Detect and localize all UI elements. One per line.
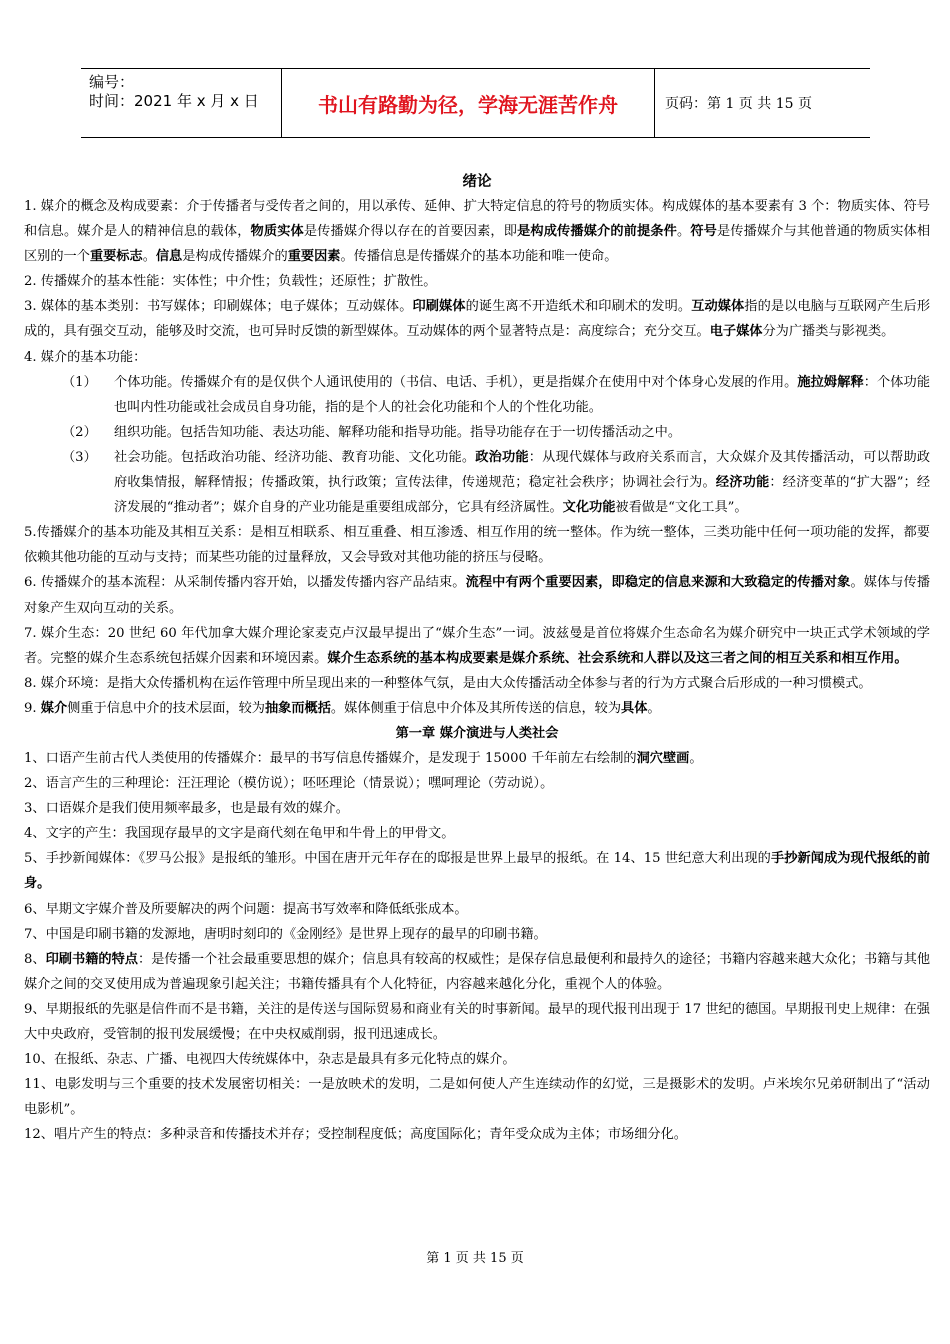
chapter-paragraph-10: 10、在报纸、杂志、广播、电视四大传统媒体中，杂志是最具有多元化特点的媒介。 xyxy=(24,1052,516,1068)
item-number: （1） xyxy=(62,374,97,390)
page-header xyxy=(81,68,870,138)
item-number: （3） xyxy=(62,449,97,465)
item-number: （2） xyxy=(62,424,97,440)
paragraph-6: 6. 传播媒介的基本流程：从采制传播内容开始，以播发传播内容产品结束。流程中有两个重要因素，即稳定的信息来源和大致稳定的传播对象。媒体与传播对象产生双向互动的关系。 xyxy=(24,575,931,616)
chapter-paragraph-6: 6、早期文字媒介普及所要解决的两个问题：提高书写效率和降低纸张成本。 xyxy=(24,901,468,917)
paragraph-8: 8. 媒介环境：是指大众传播机构在运作管理中所呈现出来的一种整体气氛，是由大众传播活动全体参与者的行为方式聚合后形成的一种习惯模式。 xyxy=(24,675,872,691)
item-text: 社会功能。包括政治功能、经济功能、教育功能、文化功能。政治功能：从现代媒体与政府关系而言，大众媒介及其传播活动，可以帮助政府收集情报，解释情报；传播政策，执行政策；宣传法律，传递规范；稳定社会秩序；协调社会行为。经济功能：经济变革的“扩大器”；经济发展的“推动者”；媒介自身的产业功能是重要组成部分，它具有经济属性。文化功能被看做是“文化工具”。 xyxy=(114,449,931,516)
page-footer: 第 1 页 共 15 页 xyxy=(426,1251,524,1266)
chapter-paragraph-11: 11、电影发明与三个重要的技术发展密切相关：一是放映术的发明，二是如何使人产生连续动作的幻觉，三是摄影术的发明。卢米埃尔兄弟研制出了“活动电影机”。 xyxy=(24,1077,930,1118)
function-item-3 xyxy=(24,445,930,520)
chapter-paragraph-9: 9、早期报纸的先驱是信件而不是书籍，关注的是传送与国际贸易和商业有关的时事新闻。最早的现代报刊出现于 17 世纪的德国。早期报刊史上规律：在强大中央政府，受管制的报刊发展缓慢；在中央权威削弱，报刊迅速成长。 xyxy=(24,1001,930,1042)
item-text: 个体功能。传播媒介有的是仅供个人通讯使用的（书信、电话、手机），更是指媒介在使用中对个体身心发展的作用。施拉姆解释：个体功能也叫内性功能或社会成员自身功能，指的是个人的社会化功能和个人的个性化功能。 xyxy=(114,374,931,415)
document-number-label: 编号： xyxy=(89,73,135,91)
header-motto: 书山有路勤为径，学海无涯苦作舟 xyxy=(281,69,655,137)
paragraph-4-heading: 4. 媒介的基本功能： xyxy=(24,349,147,365)
function-item-1 xyxy=(24,370,930,420)
document-body xyxy=(24,170,930,1147)
document-date: 时间：2021 年 x 月 x 日 xyxy=(89,92,259,110)
paragraph-9: 9. 媒介侧重于信息中介的技术层面，较为抽象而概括。媒体侧重于信息中介体及其所传送的信息，较为具体。 xyxy=(24,700,661,716)
function-item-2 xyxy=(24,420,930,445)
chapter-title: 第一章 媒介演进与人类社会 xyxy=(395,725,559,741)
section-title: 绪论 xyxy=(462,174,492,190)
paragraph-5: 5.传播媒介的基本功能及其相互关系：是相互相联系、相互重叠、相互渗透、相互作用的统一整体。作为统一整体，三类功能中任何一项功能的发挥，都要依赖其他功能的互动与支持；而某些功能的过量释放，又会导致对其他功能的挤压与侵略。 xyxy=(24,525,930,566)
header-meta xyxy=(81,69,281,137)
chapter-paragraph-12: 12、唱片产生的特点：多种录音和传播技术并存；受控制程度低；高度国际化；青年受众成为主体；市场细分化。 xyxy=(24,1127,687,1143)
chapter-paragraph-3: 3、口语媒介是我们使用频率最多，也是最有效的媒介。 xyxy=(24,801,349,817)
header-page-info: 页码：第 1 页 共 15 页 xyxy=(665,96,812,112)
chapter-paragraph-8: 8、印刷书籍的特点：是传播一个社会最重要思想的媒介；信息具有较高的权威性；是保存信息最便利和最持久的途径；书籍内容越来越大众化；书籍与其他媒介之间的交叉使用成为普遍现象引起关注；书籍传播具有个人化特征，内容越来越化分化，重视个人的体验。 xyxy=(24,951,931,992)
paragraph-3: 3. 媒体的基本类别：书写媒体；印刷媒体；电子媒体；互动媒体。印刷媒体的诞生离不开造纸术和印刷术的发明。互动媒体指的是以电脑与互联网产生后形成的，具有强交互动，能够及时交流，也可异时反馈的新型媒体。互动媒体的两个显著特点是：高度综合；充分交互。电子媒体分为广播类与影视类。 xyxy=(24,299,931,340)
chapter-paragraph-1: 1、口语产生前古代人类使用的传播媒介：最早的书写信息传播媒介，是发现于 15000 千年前左右绘制的洞穴壁画。 xyxy=(24,750,703,766)
chapter-paragraph-7: 7、中国是印刷书籍的发源地，唐明时刻印的《金刚经》是世界上现存的最早的印刷书籍。 xyxy=(24,926,547,942)
chapter-paragraph-2: 2、语言产生的三种理论：汪汪理论（模仿说）；呸呸理论（情景说）；嘿呵理论（劳动说）。 xyxy=(24,776,554,792)
chapter-paragraph-4: 4、文字的产生：我国现存最早的文字是商代刻在龟甲和牛骨上的甲骨文。 xyxy=(24,826,455,842)
chapter-paragraph-5: 5、手抄新闻媒体：《罗马公报》是报纸的雏形。中国在唐开元年存在的邸报是世界上最早的报纸。在 14、15 世纪意大利出现的手抄新闻成为现代报纸的前身。 xyxy=(24,851,931,892)
paragraph-2: 2. 传播媒介的基本性能：实体性；中介性；负载性；还原性；扩散性。 xyxy=(24,274,437,290)
paragraph-1: 1. 媒介的概念及构成要素：介于传播者与受传者之间的，用以承传、延伸、扩大特定信息的符号的物质实体。构成媒体的基本要素有 3 个：物质实体、符号和信息。媒介是人的精神信息的载体，物质实体是传播媒介得以存在的首要因素，即是构成传播媒介的前提条件。符号是传播媒介与其他普通的物质实体相区别的一个重要标志。信息是构成传播媒介的重要因素。传播信息是传播媒介的基本功能和唯一使命。 xyxy=(24,199,931,265)
item-text: 组织功能。包括告知功能、表达功能、解释功能和指导功能。指导功能存在于一切传播活动之中。 xyxy=(114,424,682,440)
paragraph-7: 7. 媒介生态：20 世纪 60 年代加拿大媒介理论家麦克卢汉最早提出了“媒介生态”一词。波兹曼是首位将媒介生态命名为媒介研究中一块正式学术领域的学者。完整的媒介生态系统包括媒介因素和环境因素。媒介生态系统的基本构成要素是媒介系统、社会系统和人群以及这三者之间的相互关系和相互作用。 xyxy=(24,625,930,666)
